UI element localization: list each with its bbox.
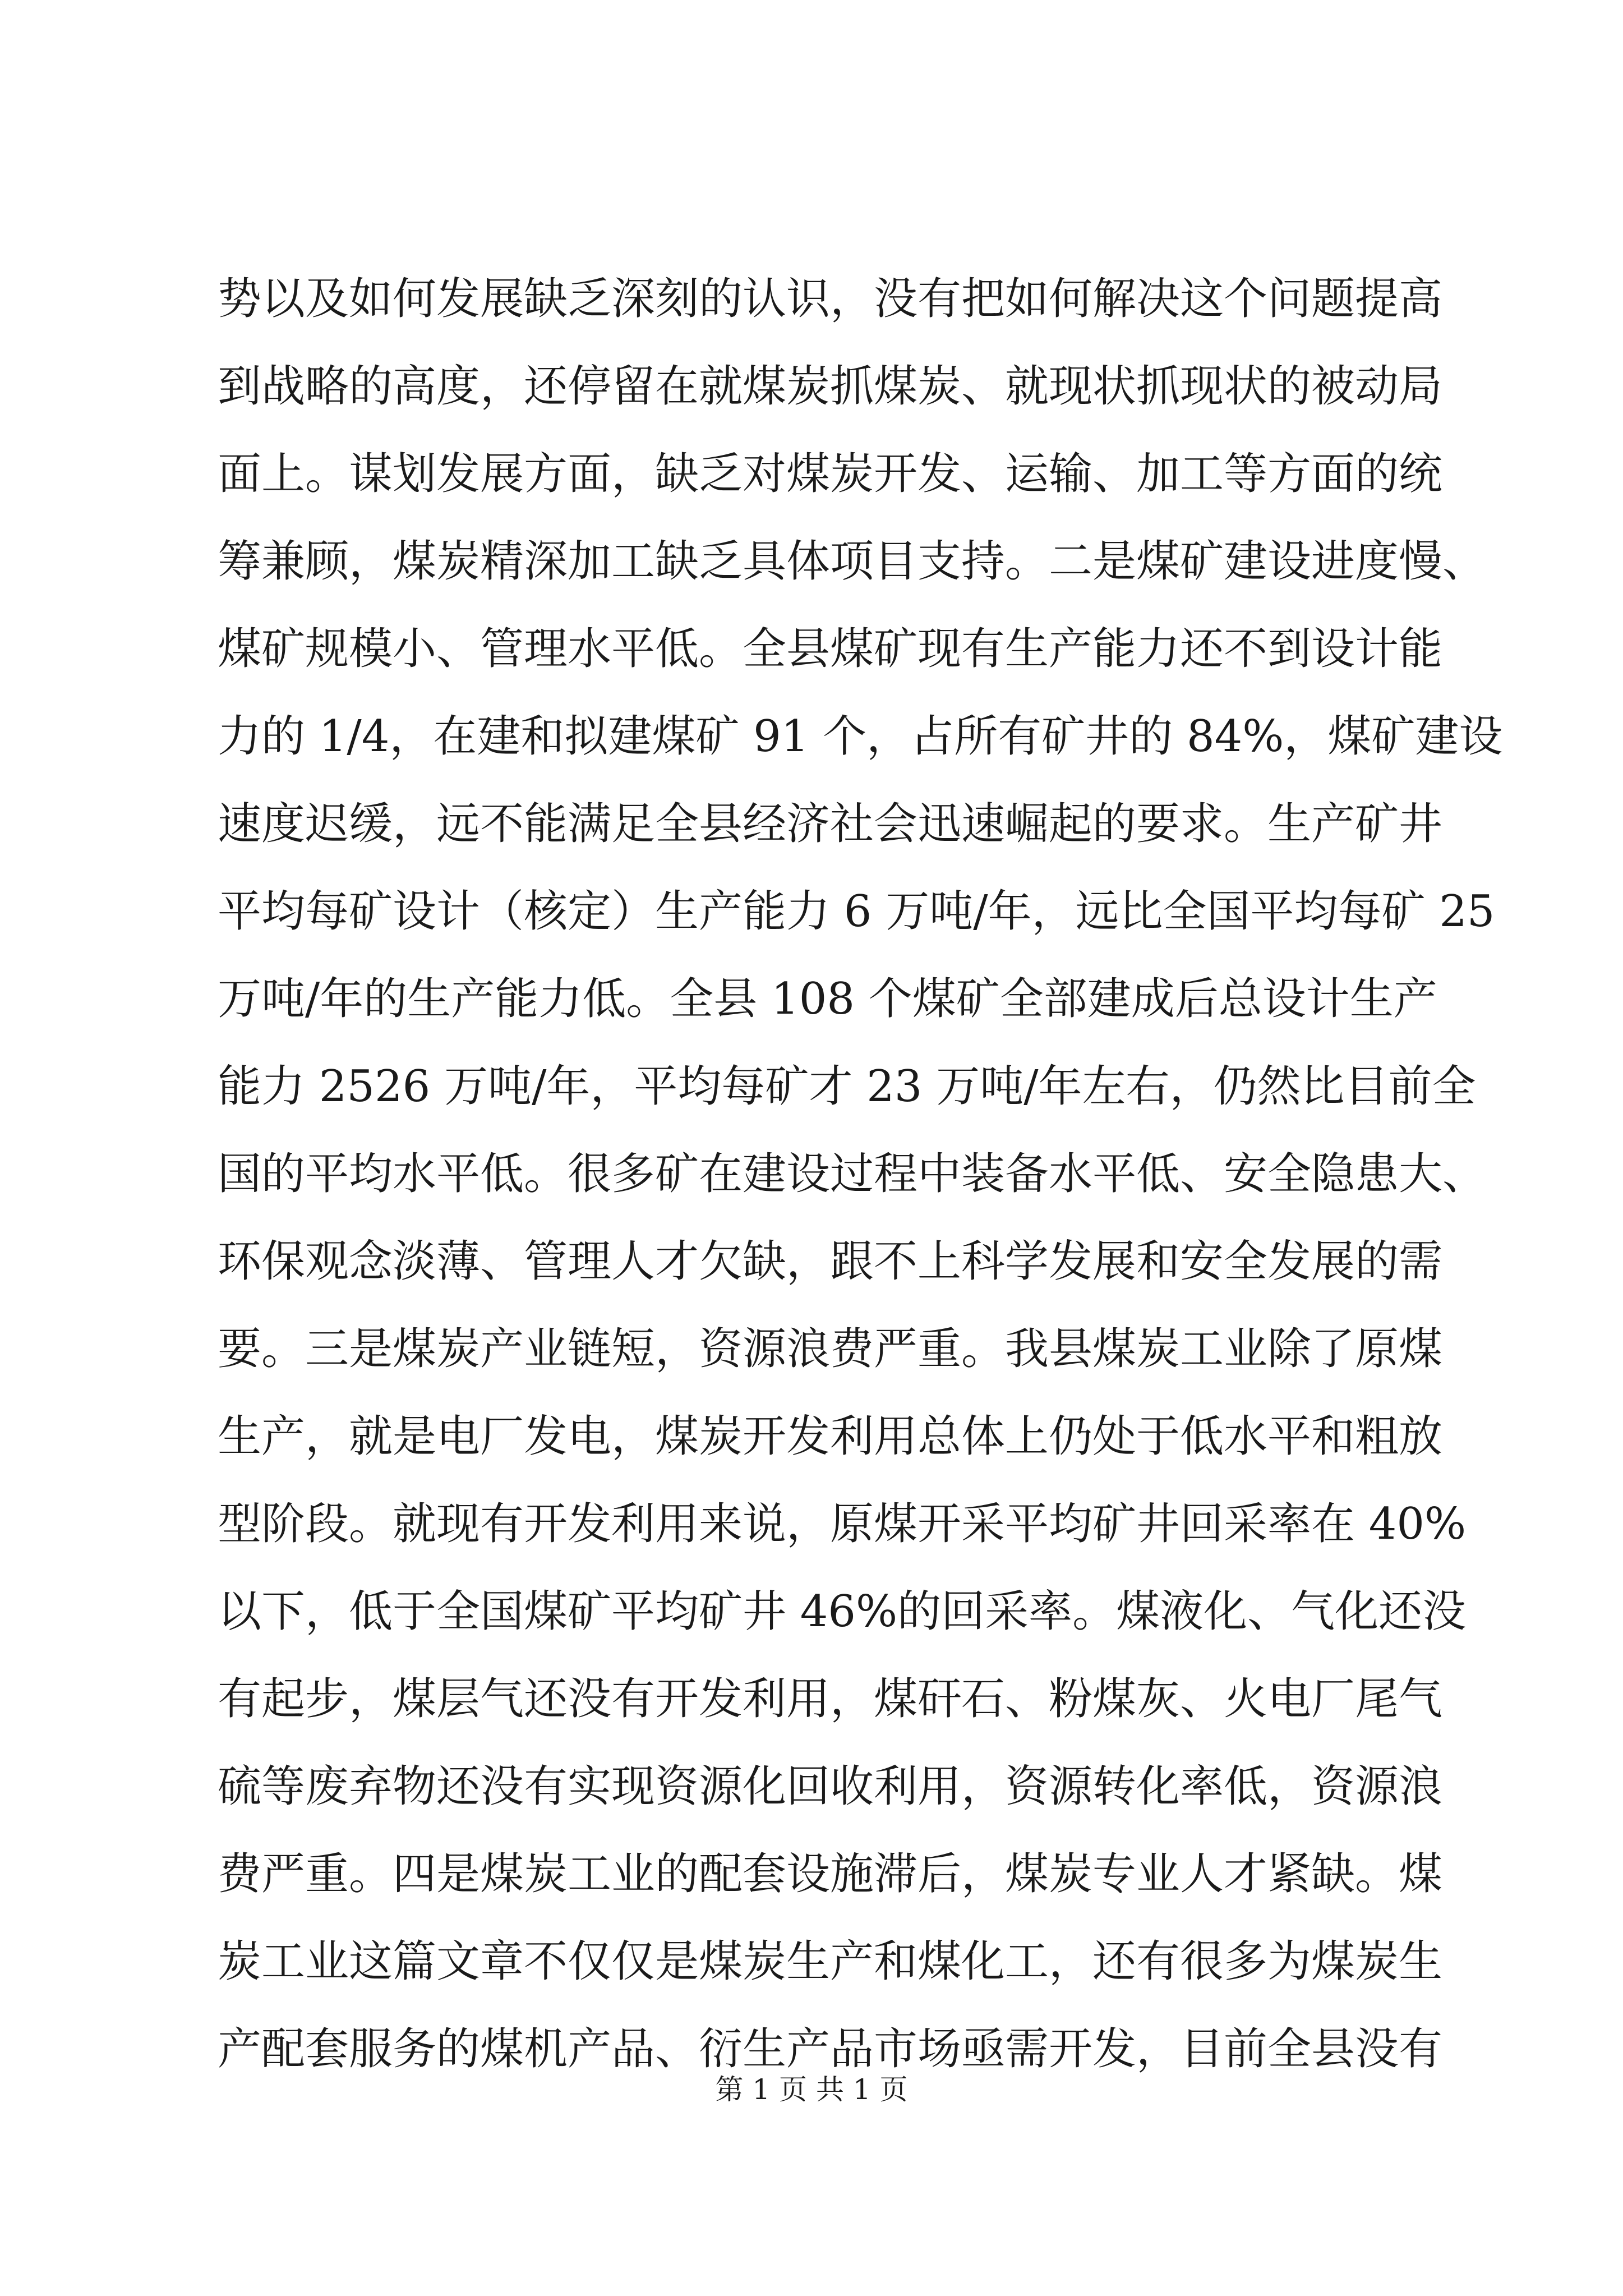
- text-line: 到战略的高度，还停留在就煤炭抓煤炭、就现状抓现状的被动局: [218, 361, 1443, 412]
- text-line: 费严重。四是煤炭工业的配套设施滞后，煤炭专业人才紧缺。煤: [218, 1849, 1443, 1899]
- text-line: 能力 2526 万吨/年，平均每矿才 23 万吨/年左右，仍然比目前全: [218, 1061, 1476, 1112]
- text-line: 平均每矿设计（核定）生产能力 6 万吨/年，远比全国平均每矿 25: [218, 886, 1495, 937]
- body-paragraph: [218, 255, 1503, 2093]
- text-line: 筹兼顾，煤炭精深加工缺乏具体项目支持。二是煤矿建设进度慢、: [218, 536, 1487, 587]
- text-line: 以下，低于全国煤矿平均矿井 46%的回采率。煤液化、气化还没: [218, 1586, 1467, 1637]
- page-number-footer: 第 1 页 共 1 页: [715, 2073, 908, 2106]
- text-line: 环保观念淡薄、管理人才欠缺，跟不上科学发展和安全发展的需: [218, 1236, 1443, 1287]
- text-line: 型阶段。就现有开发利用来说，原煤开采平均矿井回采率在 40%: [218, 1499, 1467, 1549]
- text-line: 硫等废弃物还没有实现资源化回收利用，资源转化率低，资源浪: [218, 1761, 1443, 1812]
- text-line: 速度迟缓，远不能满足全县经济社会迅速崛起的要求。生产矿井: [218, 799, 1443, 849]
- text-line: 炭工业这篇文章不仅仅是煤炭生产和煤化工，还有很多为煤炭生: [218, 1936, 1443, 1987]
- text-line: 生产，就是电厂发电，煤炭开发利用总体上仍处于低水平和粗放: [218, 1411, 1443, 1462]
- text-line: 势以及如何发展缺乏深刻的认识，没有把如何解决这个问题提高: [218, 274, 1443, 324]
- text-line: 煤矿规模小、管理水平低。全县煤矿现有生产能力还不到设计能: [218, 624, 1443, 674]
- text-line: 万吨/年的生产能力低。全县 108 个煤矿全部建成后总设计生产: [218, 974, 1437, 1024]
- text-line: 国的平均水平低。很多矿在建设过程中装备水平低、安全隐患大、: [218, 1149, 1487, 1199]
- text-line: 力的 1/4，在建和拟建煤矿 91 个，占所有矿井的 84%，煤矿建设: [218, 711, 1503, 762]
- text-line: 要。三是煤炭产业链短，资源浪费严重。我县煤炭工业除了原煤: [218, 1324, 1443, 1374]
- text-line: 面上。谋划发展方面，缺乏对煤炭开发、运输、加工等方面的统: [218, 449, 1443, 499]
- text-line: 产配套服务的煤机产品、衍生产品市场亟需开发，目前全县没有: [218, 2024, 1443, 2074]
- text-line: 有起步，煤层气还没有开发利用，煤矸石、粉煤灰、火电厂尾气: [218, 1674, 1443, 1724]
